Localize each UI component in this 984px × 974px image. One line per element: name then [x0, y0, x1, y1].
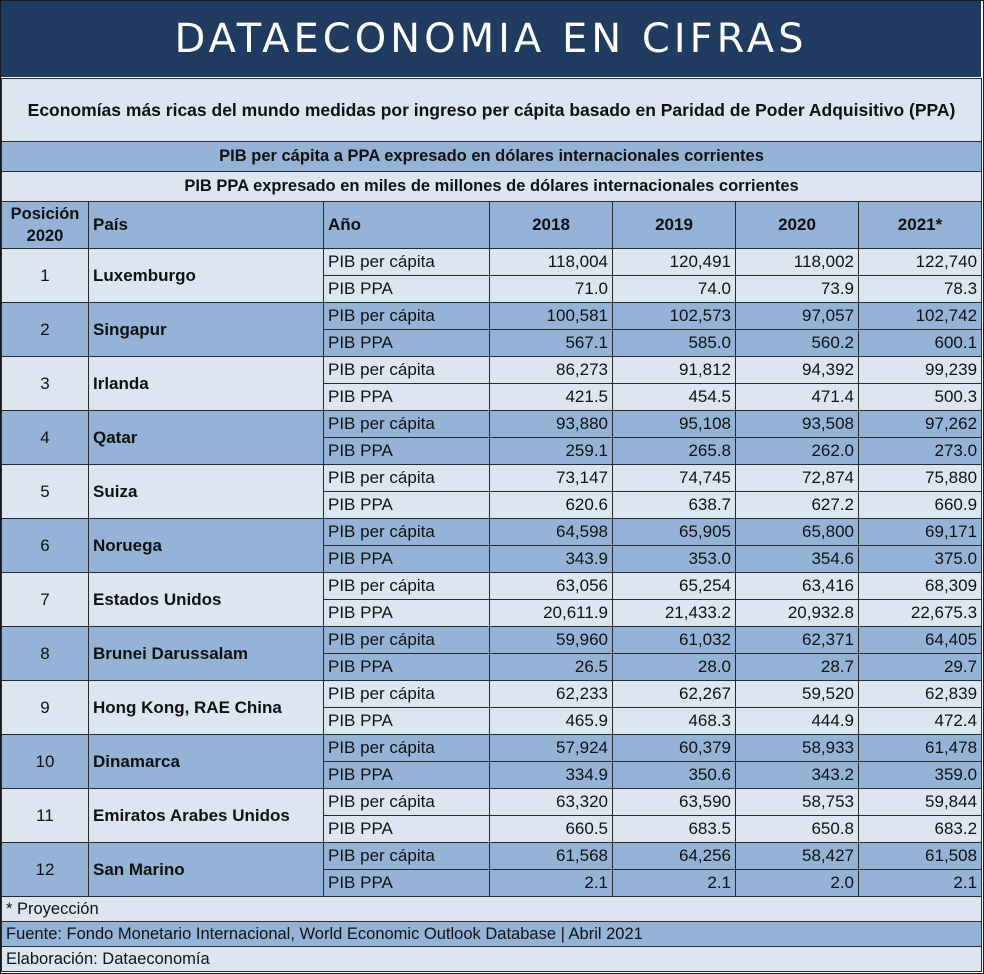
value-cell: 26.5	[490, 654, 613, 681]
value-cell: 444.9	[736, 708, 859, 735]
value-cell: 97,057	[736, 303, 859, 330]
value-cell: 2.0	[736, 870, 859, 897]
country-cell: Qatar	[89, 411, 324, 465]
footnote-credit: Elaboración: Dataeconomía	[2, 947, 982, 972]
value-cell: 660.9	[859, 492, 982, 519]
value-cell: 63,590	[613, 789, 736, 816]
country-cell: Emiratos Arabes Unidos	[89, 789, 324, 843]
rank-cell: 9	[2, 681, 89, 735]
country-cell: Irlanda	[89, 357, 324, 411]
country-cell: Dinamarca	[89, 735, 324, 789]
value-cell: 100,581	[490, 303, 613, 330]
value-cell: 421.5	[490, 384, 613, 411]
metric-label: PIB per cápita	[324, 735, 490, 762]
metric-label: PIB PPA	[324, 546, 490, 573]
value-cell: 118,002	[736, 249, 859, 276]
value-cell: 59,844	[859, 789, 982, 816]
value-cell: 585.0	[613, 330, 736, 357]
value-cell: 359.0	[859, 762, 982, 789]
country-cell: Luxemburgo	[89, 249, 324, 303]
header-2019: 2019	[613, 202, 736, 249]
table-row	[2, 627, 982, 654]
rank-cell: 5	[2, 465, 89, 519]
header-position	[2, 202, 89, 249]
metric-label: PIB per cápita	[324, 573, 490, 600]
value-cell: 273.0	[859, 438, 982, 465]
value-cell: 262.0	[736, 438, 859, 465]
header-2020: 2020	[736, 202, 859, 249]
value-cell: 620.6	[490, 492, 613, 519]
value-cell: 63,056	[490, 573, 613, 600]
value-cell: 91,812	[613, 357, 736, 384]
header-country: País	[89, 202, 324, 249]
value-cell: 99,239	[859, 357, 982, 384]
metric-label: PIB per cápita	[324, 411, 490, 438]
value-cell: 59,960	[490, 627, 613, 654]
value-cell: 74,745	[613, 465, 736, 492]
value-cell: 29.7	[859, 654, 982, 681]
value-cell: 560.2	[736, 330, 859, 357]
value-cell: 93,508	[736, 411, 859, 438]
metric-label: PIB per cápita	[324, 681, 490, 708]
value-cell: 59,520	[736, 681, 859, 708]
metric-label: PIB PPA	[324, 762, 490, 789]
value-cell: 72,874	[736, 465, 859, 492]
header-row	[2, 202, 982, 249]
value-cell: 73,147	[490, 465, 613, 492]
value-cell: 353.0	[613, 546, 736, 573]
country-cell: Suiza	[89, 465, 324, 519]
banner-title: DATAECONOMIA EN CIFRAS	[1, 1, 981, 77]
table-row	[2, 681, 982, 708]
rank-cell: 8	[2, 627, 89, 681]
rank-cell: 6	[2, 519, 89, 573]
metric-label: PIB PPA	[324, 870, 490, 897]
value-cell: 334.9	[490, 762, 613, 789]
value-cell: 73.9	[736, 276, 859, 303]
table-row	[2, 303, 982, 330]
value-cell: 600.1	[859, 330, 982, 357]
country-cell: Hong Kong, RAE China	[89, 681, 324, 735]
rank-cell: 2	[2, 303, 89, 357]
metric-label: PIB PPA	[324, 384, 490, 411]
metric-label: PIB PPA	[324, 816, 490, 843]
value-cell: 265.8	[613, 438, 736, 465]
country-cell: Estados Unidos	[89, 573, 324, 627]
value-cell: 95,108	[613, 411, 736, 438]
metric-label: PIB PPA	[324, 654, 490, 681]
metric-label: PIB per cápita	[324, 357, 490, 384]
metric-label: PIB per cápita	[324, 843, 490, 870]
header-year: Año	[324, 202, 490, 249]
value-cell: 28.0	[613, 654, 736, 681]
footnote-source: Fuente: Fondo Monetario Internacional, World Economic Outlook Database | Abril 2021	[2, 922, 982, 947]
rank-cell: 11	[2, 789, 89, 843]
metric-label: PIB PPA	[324, 600, 490, 627]
header-2021: 2021*	[859, 202, 982, 249]
value-cell: 75,880	[859, 465, 982, 492]
value-cell: 471.4	[736, 384, 859, 411]
value-cell: 62,267	[613, 681, 736, 708]
value-cell: 465.9	[490, 708, 613, 735]
value-cell: 74.0	[613, 276, 736, 303]
table-row	[2, 357, 982, 384]
metric-label: PIB per cápita	[324, 789, 490, 816]
value-cell: 2.1	[490, 870, 613, 897]
value-cell: 22,675.3	[859, 600, 982, 627]
value-cell: 64,256	[613, 843, 736, 870]
value-cell: 683.5	[613, 816, 736, 843]
table-row	[2, 519, 982, 546]
value-cell: 65,905	[613, 519, 736, 546]
subtitle-per-capita: PIB per cápita a PPA expresado en dólares internacionales corrientes	[2, 142, 982, 172]
value-cell: 97,262	[859, 411, 982, 438]
value-cell: 62,839	[859, 681, 982, 708]
value-cell: 86,273	[490, 357, 613, 384]
table-row	[2, 843, 982, 870]
value-cell: 122,740	[859, 249, 982, 276]
value-cell: 20,611.9	[490, 600, 613, 627]
rank-cell: 10	[2, 735, 89, 789]
value-cell: 63,320	[490, 789, 613, 816]
table-title: Economías más ricas del mundo medidas por ingreso per cápita basado en Paridad de Poder Adquisitivo (PPA)	[2, 79, 982, 142]
value-cell: 62,371	[736, 627, 859, 654]
table-row	[2, 465, 982, 492]
value-cell: 567.1	[490, 330, 613, 357]
metric-label: PIB PPA	[324, 708, 490, 735]
value-cell: 28.7	[736, 654, 859, 681]
table-row	[2, 411, 982, 438]
table-row	[2, 249, 982, 276]
value-cell: 454.5	[613, 384, 736, 411]
value-cell: 61,568	[490, 843, 613, 870]
value-cell: 93,880	[490, 411, 613, 438]
table-row	[2, 789, 982, 816]
value-cell: 57,924	[490, 735, 613, 762]
header-position-line1: Posición	[10, 205, 80, 223]
table-row	[2, 735, 982, 762]
value-cell: 62,233	[490, 681, 613, 708]
value-cell: 500.3	[859, 384, 982, 411]
value-cell: 65,800	[736, 519, 859, 546]
value-cell: 354.6	[736, 546, 859, 573]
metric-label: PIB per cápita	[324, 303, 490, 330]
value-cell: 21,433.2	[613, 600, 736, 627]
value-cell: 61,508	[859, 843, 982, 870]
footnote-projection: * Proyección	[2, 897, 982, 922]
value-cell: 58,933	[736, 735, 859, 762]
value-cell: 118,004	[490, 249, 613, 276]
value-cell: 120,491	[613, 249, 736, 276]
value-cell: 58,427	[736, 843, 859, 870]
value-cell: 2.1	[859, 870, 982, 897]
value-cell: 78.3	[859, 276, 982, 303]
country-cell: Noruega	[89, 519, 324, 573]
gdp-table	[1, 78, 982, 972]
value-cell: 627.2	[736, 492, 859, 519]
value-cell: 61,478	[859, 735, 982, 762]
value-cell: 472.4	[859, 708, 982, 735]
value-cell: 60,379	[613, 735, 736, 762]
country-cell: San Marino	[89, 843, 324, 897]
value-cell: 683.2	[859, 816, 982, 843]
metric-label: PIB per cápita	[324, 627, 490, 654]
value-cell: 2.1	[613, 870, 736, 897]
value-cell: 638.7	[613, 492, 736, 519]
value-cell: 259.1	[490, 438, 613, 465]
value-cell: 65,254	[613, 573, 736, 600]
table-row	[2, 573, 982, 600]
value-cell: 20,932.8	[736, 600, 859, 627]
value-cell: 102,573	[613, 303, 736, 330]
value-cell: 94,392	[736, 357, 859, 384]
metric-label: PIB PPA	[324, 276, 490, 303]
value-cell: 61,032	[613, 627, 736, 654]
rank-cell: 4	[2, 411, 89, 465]
rank-cell: 3	[2, 357, 89, 411]
value-cell: 64,405	[859, 627, 982, 654]
country-cell: Brunei Darussalam	[89, 627, 324, 681]
value-cell: 71.0	[490, 276, 613, 303]
value-cell: 343.9	[490, 546, 613, 573]
rank-cell: 12	[2, 843, 89, 897]
value-cell: 68,309	[859, 573, 982, 600]
metric-label: PIB PPA	[324, 330, 490, 357]
metric-label: PIB PPA	[324, 438, 490, 465]
value-cell: 343.2	[736, 762, 859, 789]
country-cell: Singapur	[89, 303, 324, 357]
metric-label: PIB per cápita	[324, 519, 490, 546]
value-cell: 63,416	[736, 573, 859, 600]
value-cell: 650.8	[736, 816, 859, 843]
subtitle-ppa: PIB PPA expresado en miles de millones de dólares internacionales corrientes	[2, 172, 982, 202]
value-cell: 350.6	[613, 762, 736, 789]
header-position-line2: 2020	[26, 227, 64, 245]
metric-label: PIB per cápita	[324, 465, 490, 492]
rank-cell: 1	[2, 249, 89, 303]
metric-label: PIB PPA	[324, 492, 490, 519]
value-cell: 375.0	[859, 546, 982, 573]
metric-label: PIB per cápita	[324, 249, 490, 276]
table-body	[2, 249, 982, 897]
value-cell: 468.3	[613, 708, 736, 735]
value-cell: 102,742	[859, 303, 982, 330]
value-cell: 660.5	[490, 816, 613, 843]
header-2018: 2018	[490, 202, 613, 249]
value-cell: 58,753	[736, 789, 859, 816]
value-cell: 69,171	[859, 519, 982, 546]
rank-cell: 7	[2, 573, 89, 627]
value-cell: 64,598	[490, 519, 613, 546]
